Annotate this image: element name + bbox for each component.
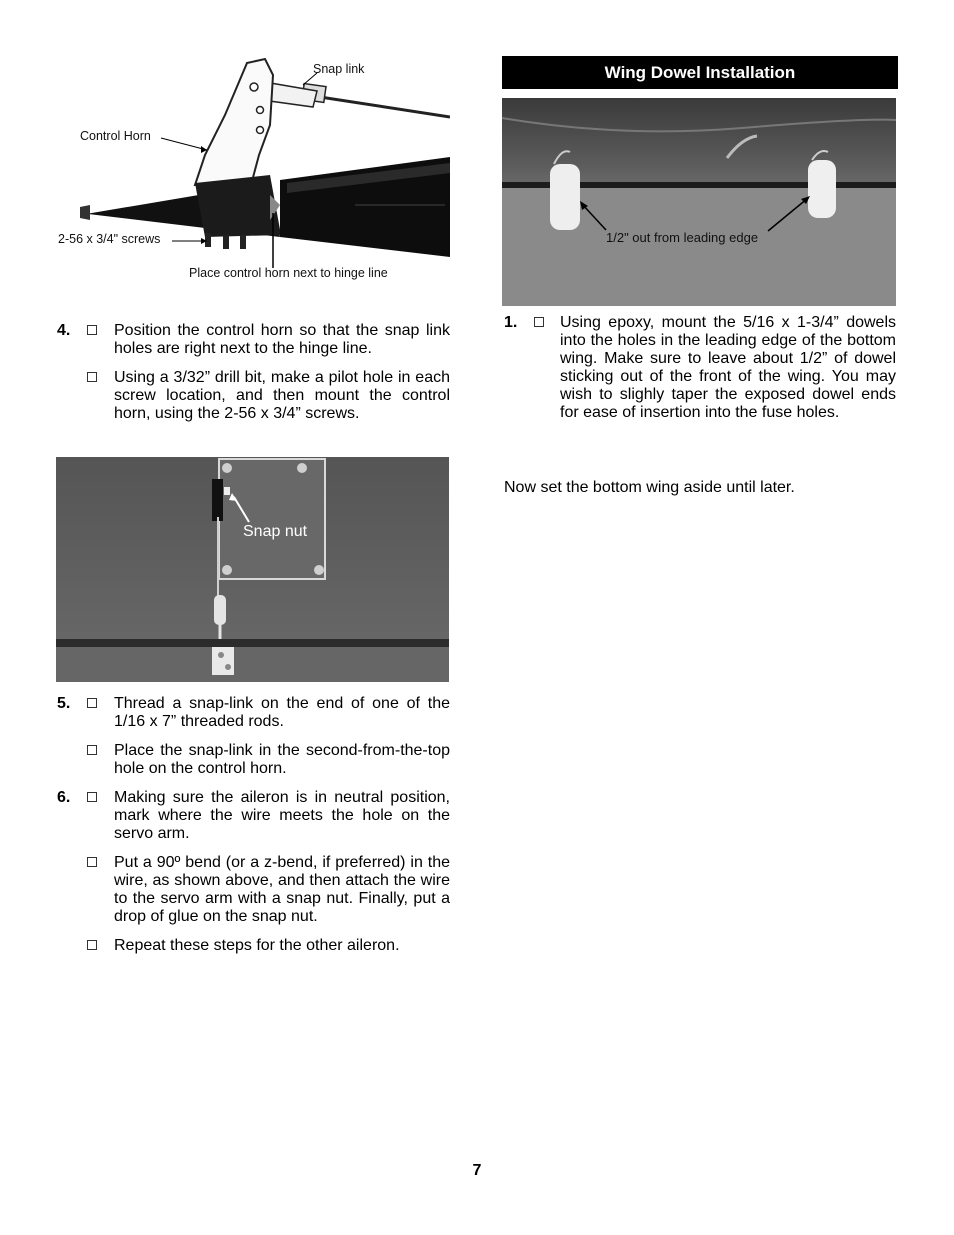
step-4-substep xyxy=(57,369,450,425)
step-6-substep-final xyxy=(57,937,450,957)
dowel-callout-label: 1/2" out from leading edge xyxy=(606,230,759,245)
step-5 xyxy=(57,695,450,735)
wing-dowel-photo xyxy=(502,98,896,306)
checkbox[interactable] xyxy=(87,372,97,382)
step-text: Using a 3/32” drill bit, make a pilot hole in each screw location, and then mount the control horn, using the 2-56 x 3/4” screws. xyxy=(114,369,450,422)
step-number: 5. xyxy=(57,695,71,712)
hinge-line-label: Place control horn next to hinge line xyxy=(189,266,388,280)
snap-link-label: Snap link xyxy=(313,62,365,76)
control-horn-figure xyxy=(55,55,450,285)
screws-label: 2-56 x 3/4" screws xyxy=(58,232,161,246)
dowel-step-1 xyxy=(504,314,896,440)
snap-nut-photo-image xyxy=(56,457,449,682)
step-text: Making sure the aileron is in neutral position, mark where the wire meets the hole on the servo arm. xyxy=(114,789,450,842)
step-5-substep xyxy=(57,742,450,782)
step-4 xyxy=(57,322,450,362)
checkbox[interactable] xyxy=(87,698,97,708)
step-number: 1. xyxy=(504,314,518,331)
step-6 xyxy=(57,789,450,845)
checkbox[interactable] xyxy=(87,745,97,755)
step-text: Position the control horn so that the snap link holes are right next to the hinge line. xyxy=(114,322,450,357)
checkbox[interactable] xyxy=(87,940,97,950)
step-text: Thread a snap-link on the end of one of the 1/16 x 7” threaded rods. xyxy=(114,695,450,730)
step-number: 4. xyxy=(57,322,71,339)
page-number: 7 xyxy=(472,1162,482,1179)
section-header: Wing Dowel Installation xyxy=(502,56,898,89)
step-text: Place the snap-link in the second-from-the-top hole on the control horn. xyxy=(114,742,450,777)
snap-nut-label: Snap nut xyxy=(243,523,308,540)
checkbox[interactable] xyxy=(87,792,97,802)
checkbox[interactable] xyxy=(87,325,97,335)
step-text: Put a 90º bend (or a z-bend, if preferred) in the wire, as shown above, and then attach the wire to the servo arm with a snap nut. Finally, put a drop of glue on the snap nut. xyxy=(114,854,450,925)
checkbox[interactable] xyxy=(87,857,97,867)
checkbox[interactable] xyxy=(534,317,544,327)
wing-dowel-photo-image xyxy=(502,98,896,306)
control-horn-illustration xyxy=(55,55,450,285)
step-6-substep xyxy=(57,854,450,928)
control-horn-label: Control Horn xyxy=(80,129,151,143)
snap-nut-photo xyxy=(56,457,449,682)
aside-note: Now set the bottom wing aside until later. xyxy=(504,479,795,496)
step-text: Repeat these steps for the other aileron. xyxy=(114,937,400,954)
step-number: 6. xyxy=(57,789,71,806)
step-text: Using epoxy, mount the 5/16 x 1-3/4” dowels into the holes in the leading edge of the bottom wing. Make sure to leave about 1/2” of dowel sticking out of the front of the wing. You may wish to slighly taper the exposed dowel ends for ease of insertion into the fuse holes. xyxy=(560,314,896,421)
